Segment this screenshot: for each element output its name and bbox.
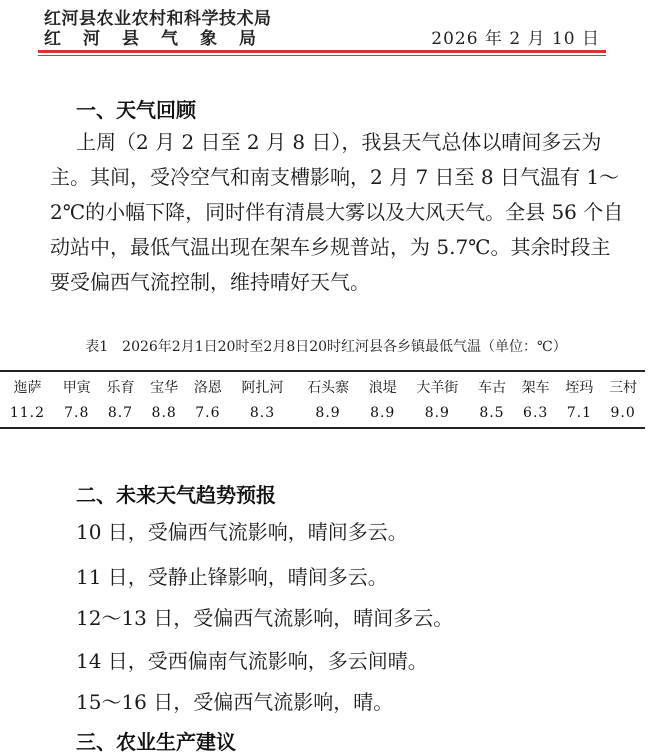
header-second-line (44, 24, 604, 49)
section-forecast-title: 二、未来天气趋势预报 (76, 483, 276, 507)
town-name: 大羊街 (416, 380, 459, 396)
town-name: 甲寅 (62, 380, 91, 396)
header-divider-thin (38, 55, 606, 56)
min-temp-value: 7.6 (195, 405, 221, 421)
min-temp-value: 7.8 (64, 405, 90, 421)
town-name: 宝华 (150, 380, 179, 396)
min-temp-value: 8.9 (315, 405, 341, 421)
min-temp-value: 8.7 (107, 405, 134, 421)
table-caption: 表1 2026年2月1日20时至2月8日20时红河县各乡镇最低气温（单位：℃） (85, 339, 567, 355)
min-temperature-table (0, 370, 645, 429)
issue-date: 2026 年 2 月 10 日 (431, 29, 600, 49)
forecast-item: 11 日，受静止锋影响，晴间多云。 (76, 565, 388, 589)
min-temp-value: 11.2 (9, 405, 46, 421)
town-name: 三村 (609, 380, 638, 396)
town-name: 垤玛 (565, 380, 594, 396)
min-temp-value: 9.0 (610, 405, 636, 421)
forecast-item: 12～13 日，受偏西气流影响，晴间多云。 (76, 606, 454, 630)
min-temp-value: 8.9 (424, 405, 450, 421)
section-weather-review-title: 一、天气回顾 (76, 98, 196, 122)
min-temp-value: 8.9 (370, 405, 396, 421)
town-name: 洛恩 (193, 380, 222, 396)
town-name: 乐育 (106, 380, 135, 396)
forecast-item: 15～16 日，受偏西气流影响，晴。 (76, 690, 394, 714)
min-temp-value: 8.8 (151, 405, 177, 421)
town-name: 石头寨 (307, 380, 350, 396)
forecast-item: 10 日，受偏西气流影响，晴间多云。 (76, 520, 408, 544)
min-temp-value: 8.3 (249, 405, 276, 421)
town-name: 迤萨 (13, 380, 42, 396)
table-value-row (0, 401, 645, 427)
town-name: 架车 (521, 380, 550, 396)
issuer-agriculture-bureau: 红河县农业农村和科学技术局 (44, 9, 272, 29)
town-name: 车古 (477, 380, 506, 396)
min-temp-value: 8.5 (479, 405, 505, 421)
min-temp-value: 6.3 (523, 405, 549, 421)
header-divider-thick (38, 50, 606, 53)
min-temp-value: 7.1 (566, 405, 592, 421)
issuer-meteorological-bureau: 红河县气象局 (44, 29, 278, 49)
section-agriculture-advice-title: 三、农业生产建议 (76, 730, 236, 754)
table-header-row (0, 372, 645, 401)
town-name: 阿扎河 (241, 380, 284, 396)
weather-review-paragraph: 上周（2 月 2 日至 2 月 8 日），我县天气总体以晴间多云为主。其间，受冷空气和南支槽影响，2 月 7 日至 8 日气温有 1～2℃的小幅下降，同时伴有清晨大雾以及大风天气。全县 56 个自动站中，最低气温出现在架车乡规普站，为 5.7℃。其余时段主要受偏西气流控制，维持晴好天气。 (50, 130, 624, 294)
town-name: 浪堤 (368, 380, 397, 396)
forecast-item: 14 日，受西偏南气流影响，多云间晴。 (76, 649, 428, 673)
